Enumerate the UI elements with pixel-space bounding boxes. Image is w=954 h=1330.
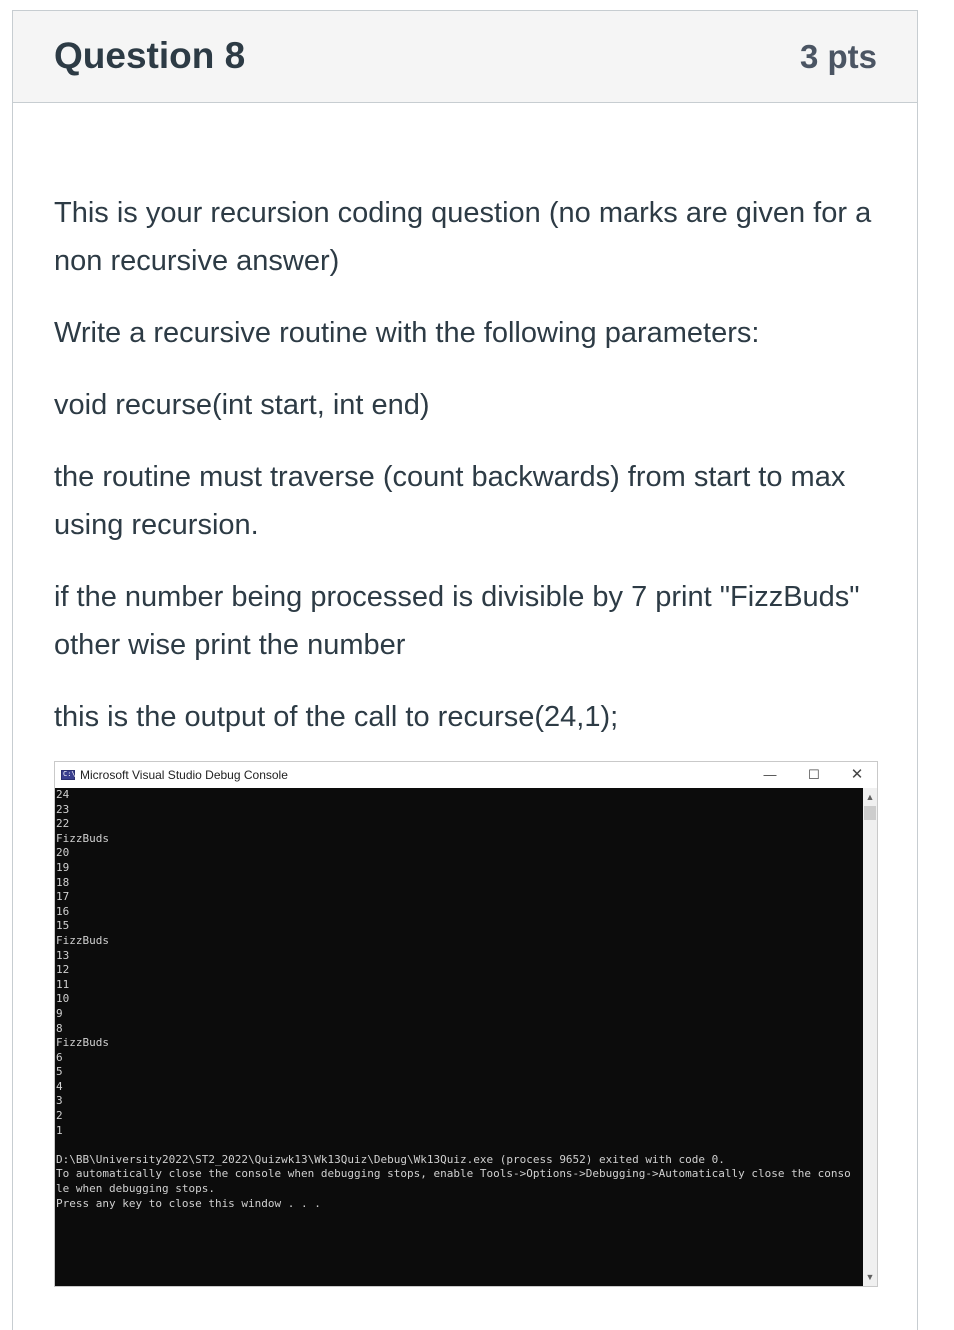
output-line: 13	[56, 948, 70, 962]
output-line: FizzBuds	[56, 1036, 109, 1050]
exit-message: Press any key to close this window . . .	[56, 1196, 321, 1210]
console-output	[55, 788, 863, 1286]
output-line: 12	[56, 963, 70, 977]
exit-message: le when debugging stops.	[56, 1182, 215, 1196]
question-title: Question 8	[54, 35, 246, 76]
question-card	[12, 10, 918, 1330]
question-paragraph: This is your recursion coding question (no marks are given for a non recursive answer)	[54, 197, 872, 277]
output-line: 8	[56, 1021, 63, 1035]
output-line: 24	[56, 788, 70, 801]
output-line: 22	[56, 817, 70, 831]
output-line: 4	[56, 1079, 63, 1093]
scroll-up-icon: ▲	[865, 792, 875, 802]
console-scrollbar	[863, 788, 877, 1286]
question-paragraph: void recurse(int start, int end)	[54, 389, 430, 421]
output-line: 18	[56, 875, 70, 889]
scroll-down-icon: ▼	[865, 1272, 875, 1282]
output-line: FizzBuds	[56, 831, 109, 845]
console-app-icon: C:\	[63, 770, 76, 778]
question-points: 3 pts	[799, 38, 877, 75]
output-line: 10	[56, 992, 70, 1006]
output-line: 16	[56, 904, 70, 918]
maximize-icon: ☐	[808, 767, 820, 782]
close-icon: ✕	[850, 766, 864, 783]
output-line: 2	[56, 1109, 63, 1123]
output-line: 9	[56, 1006, 63, 1020]
console-titlebar	[55, 762, 877, 788]
output-line: 5	[56, 1065, 63, 1079]
output-line: 23	[56, 802, 70, 816]
console-screenshot	[54, 761, 878, 1287]
output-line: 3	[56, 1094, 63, 1108]
console-title: Microsoft Visual Studio Debug Console	[80, 768, 288, 782]
exit-message: To automatically close the console when debugging stops, enable Tools->Options->Debugging->Automatically close the conso	[56, 1167, 851, 1181]
question-paragraph: Write a recursive routine with the following parameters:	[54, 317, 760, 349]
output-line: 15	[56, 919, 70, 933]
blank-line	[55, 1138, 863, 1153]
output-line: 6	[56, 1050, 63, 1064]
scroll-thumb	[864, 806, 876, 820]
output-line: 19	[56, 860, 70, 874]
question-header	[13, 11, 917, 103]
output-line: 20	[56, 846, 70, 860]
output-line: 17	[56, 890, 70, 904]
output-line: FizzBuds	[56, 933, 109, 947]
question-paragraph: this is the output of the call to recurse(24,1);	[54, 701, 619, 733]
question-paragraph: if the number being processed is divisible by 7 print "FizzBuds" other wise print the number	[54, 581, 860, 661]
question-paragraph: the routine must traverse (count backwards) from start to max using recursion.	[54, 461, 846, 541]
minimize-icon: —	[763, 767, 777, 782]
exit-message: D:\BB\University2022\ST2_2022\Quizwk13\Wk13Quiz\Debug\Wk13Quiz.exe (process 9652) exited with code 0.	[56, 1152, 725, 1166]
output-line: 1	[56, 1123, 63, 1137]
output-line: 11	[56, 977, 70, 991]
question-text	[54, 189, 876, 765]
